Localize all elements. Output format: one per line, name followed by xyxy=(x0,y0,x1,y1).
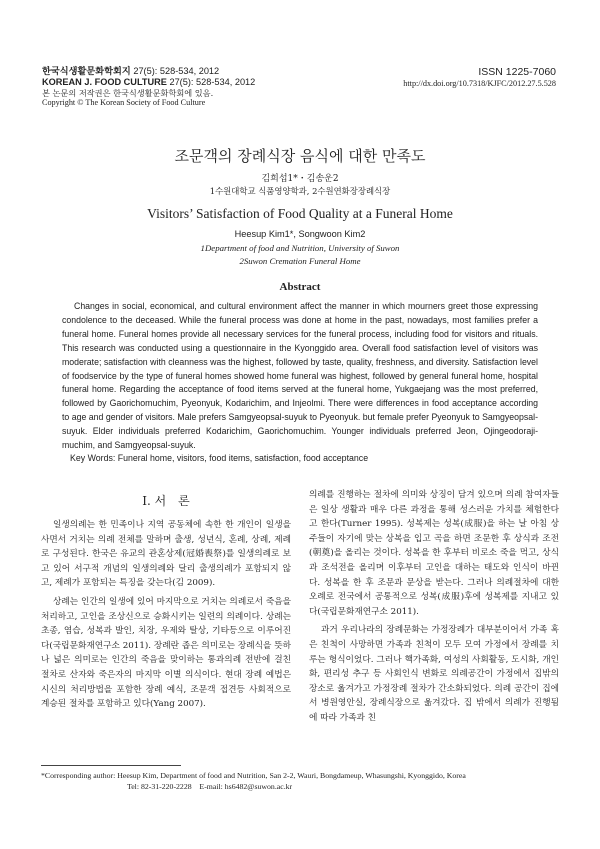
journal-header xyxy=(42,66,255,108)
body-paragraph: 상례는 인간의 일생에 있어 마지막으로 거치는 의례로서 죽음을 처리하고, 고인을 조상신으로 승화시키는 일련의 의례이다. 상례는 초종, 염습, 성복과 발인, 치장, 우제와 탈상, 기타등으로 이루어진다(국립문화재연구소 2011). 장례란 좁은 의미로는 장례식을 뜻하나 넓은 의미로는 인간의 죽음을 맞이하는 통과의례 전반에 걸친 절차로 산자와 죽은자의 마지막 이별 의식이다. 현대 장례 예법은 시신의 처리방법을 포함한 장례 예식, 조문객 접견등 사회적으로 계승된 절차를 포함하고 있다(Yang 2007). xyxy=(41,596,291,710)
issn-block xyxy=(403,66,556,89)
doi-link[interactable]: http://dx.doi.org/10.7318/KJFC/2012.27.5.528 xyxy=(403,79,556,88)
authors-ko: 김희섭1*・김송운2 xyxy=(261,174,339,184)
journal-volume-en: 27(5): 528-534, 2012 xyxy=(169,77,256,87)
journal-volume-ko: 27(5): 528-534, 2012 xyxy=(133,66,220,76)
journal-name-ko: 한국식생활문화학회지 xyxy=(42,66,131,76)
title-en: Visitors’ Satisfaction of Food Quality at a Funeral Home xyxy=(147,206,453,221)
body-paragraph: 과거 우리나라의 장례문화는 가정장례가 대부분이어서 가족 혹은 친척이 사망하면 가족과 친척이 모두 모여 가정에서 장례를 치루는 형식이었다. 그러나 핵가족화, 여성의 사회활동, 도시화, 개인화, 편리성 추구 등 사회인식 변화로 의례공간이 가정에서 집밖의 장소로 옮겨가고 가정장례 절차가 간소화되었다. 의례 공간이 집에서 병원영안실, 장례식장으로 옮겨갔다. 집 밖에서 의례가 진행됨에 따라 가족과 친 xyxy=(309,625,559,723)
copyright-ko: 본 논문의 저작권은 한국식생활문화학회에 있음. xyxy=(42,88,214,98)
abstract-body xyxy=(62,300,538,453)
footnote xyxy=(41,770,561,792)
abstract-heading: Abstract xyxy=(279,281,321,293)
affiliation-ko: 1수원대학교 식품영양학과, 2수원연화장장례식장 xyxy=(209,186,391,196)
body-paragraph: 일생의례는 한 민족이나 지역 공동체에 속한 한 개인이 일생을 사면서 거치는 의례 전체를 말하며 출생, 성년식, 혼례, 상례, 제례로 구성된다. 한국은 유교의 관혼상제(冠婚喪祭)를 일생의례로 보고 있어 서구적 개념의 일생의례와 달리 출생의례가 포함되지 않고, 제례가 포함되는 특징을 갖는다(김 2009). xyxy=(41,520,291,589)
keywords: Key Words: Funeral home, visitors, food items, satisfaction, food acceptance xyxy=(70,453,369,463)
journal-name-en: KOREAN J. FOOD CULTURE xyxy=(42,77,167,87)
body-paragraph: 의례를 진행하는 절차에 의미와 상징이 담겨 있으며 의례 참여자들은 일상 생활과 매우 다른 과정을 통해 성스러운 가치를 체험한다고 한다(Turner 1995). 성복제는 성복(成服)을 하는 날 아침 상주들이 자기에 맞는 상복을 입고 곡을 하면 조문한 후 상식과 조전(朝奠)을 올리는 것이다. 성복을 한 후부터 비로소 죽을 먹고, 상식과 조석전을 올리며 이후부터 고인을 대하는 태도와 인식이 바뀐다. 성복을 한 후 조문과 문상을 받는다. 그러나 의례절차에 대한 오례로 전국에서 공통적으로 성복(成服)후에 성복제를 지내고 있다(국립문화재연구소 2011). xyxy=(309,490,559,617)
copyright-en: Copyright © The Korean Society of Food Culture xyxy=(42,98,206,107)
footnote-contact: Tel: 82-31-220-2228 E-mail: hs6482@suwon.ac.kr xyxy=(127,782,293,791)
affiliation-en-2: 2Suwon Cremation Funeral Home xyxy=(239,256,361,266)
authors-en: Heesup Kim1*, Songwoon Kim2 xyxy=(234,229,366,239)
footnote-corresponding-author: *Corresponding author: Heesup Kim, Department of food and Nutrition, San 2-2, Wauri, Bongdameup, Whasungshi, Kyonggido, Korea xyxy=(41,771,466,780)
section-heading-introduction: I. 서 론 xyxy=(142,494,190,508)
right-column xyxy=(309,488,559,726)
issn: ISSN 1225-7060 xyxy=(478,66,556,78)
affiliation-en-1: 1Department of food and Nutrition, University of Suwon xyxy=(200,243,400,253)
left-column xyxy=(41,518,291,712)
title-ko: 조문객의 장례식장 음식에 대한 만족도 xyxy=(174,147,426,165)
footnote-divider xyxy=(41,765,181,766)
abstract-text: Changes in social, economical, and cultural environment affect the manner in which mourners greet those expressing condolence to the deceased. While the funeral process was done at home in the past, nowadays, most families prefer a funeral home. Funeral homes provide all necessary services for the funeral process, including food for visitors and rituals. This research was conducted using a questionnaire in the Kyonggido area. Overall food satisfaction level of visitors was moderate; satisfaction with cleanness was the highest, followed by taste, quality, freshness, and diversity. Satisfaction level of foodservice by the type of funeral homes showed home funeral was highest, followed by general funeral home, hospital funeral home. Regarding the acceptance of food items served at the funeral home, Yukgaejang was the most preferred, followed by Gaorichomuchim, Pyeonyuk, Kodarichim, and Injeolmi. There were differences in food acceptance according to age and gender of visitors. Male prefers Samgyeopsal-suyuk to Pyeonyuk. but female prefer Pyeonyuk to Samgyeopsal-suyuk. Elder individuals preferred Kodarichim, Gaorichomuchim. Younger individuals preferred Jeon, Ojingeodoraji-muchim, and Samgyeopsal-suyuk. xyxy=(62,301,538,451)
